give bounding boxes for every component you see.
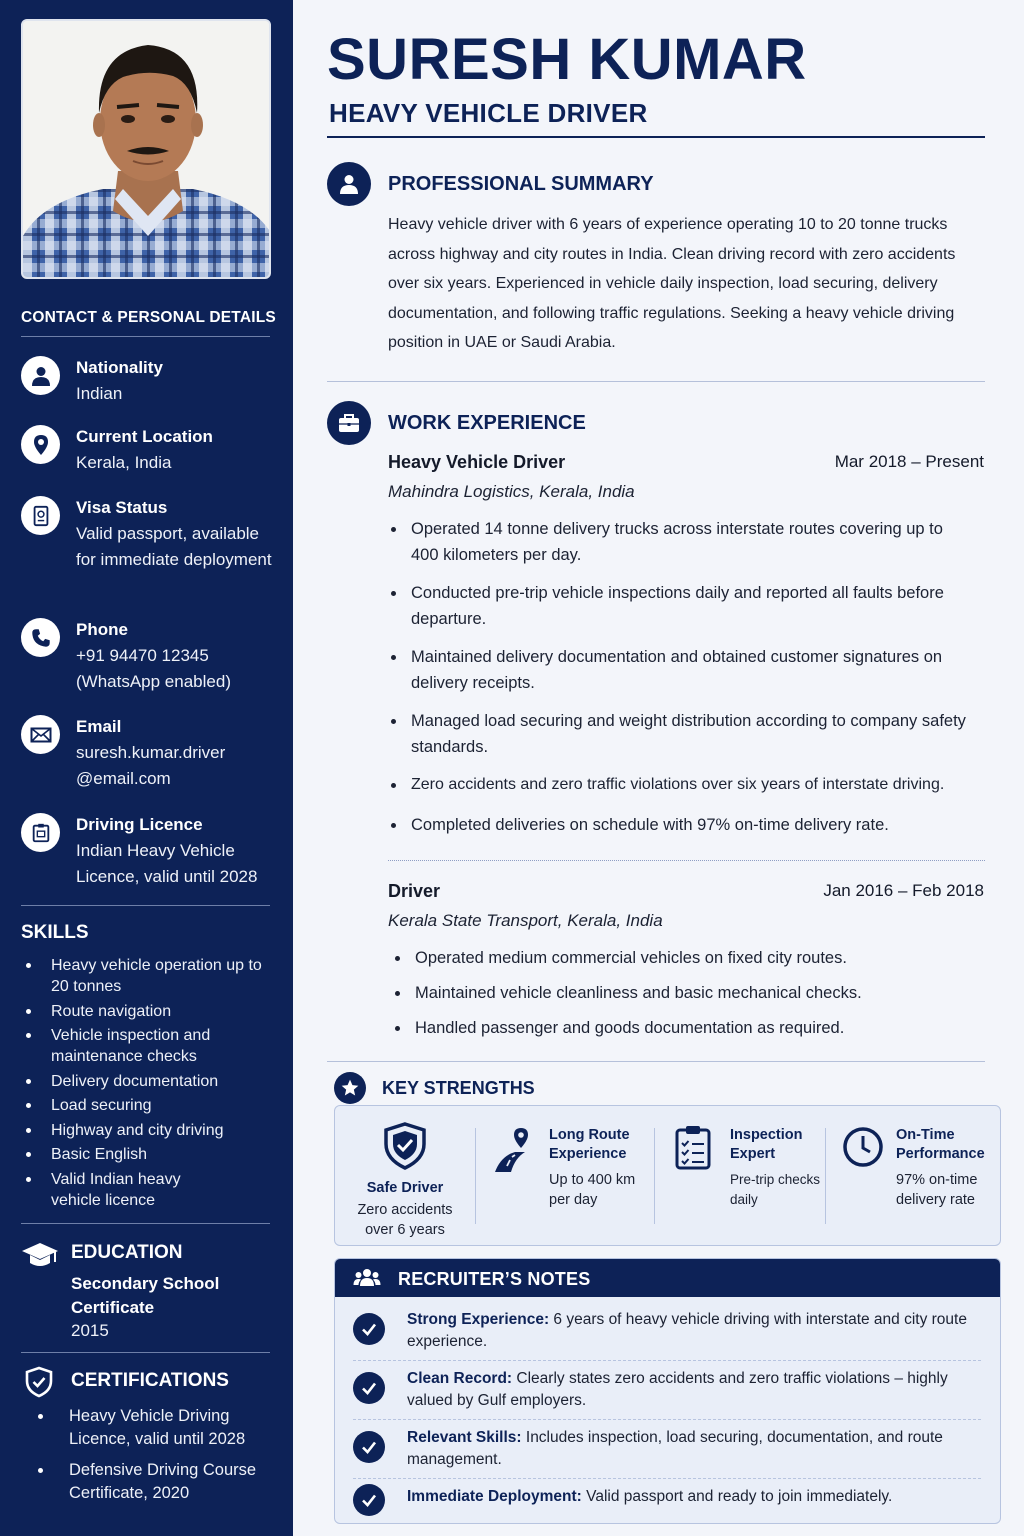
contact-value: Indian <box>76 384 123 403</box>
job-bullet: Maintained vehicle cleanliness and basic mechanical checks. <box>392 980 992 1006</box>
education-year: 2015 <box>71 1321 109 1340</box>
job-bullet: Operated 14 tonne delivery trucks across interstate routes covering up to 400 kilometers per day. <box>388 516 948 568</box>
contact-label: Email <box>76 717 122 736</box>
notes-heading: RECRUITER’S NOTES <box>398 1269 591 1289</box>
note-label: Immediate Deployment: <box>407 1488 582 1505</box>
strengths-heading: KEY STRENGTHS <box>382 1078 535 1098</box>
job-company: Kerala State Transport, Kerala, India <box>388 911 663 930</box>
strength-desc: 97% on-time delivery rate <box>896 1172 978 1208</box>
person-icon <box>327 162 371 206</box>
experience-heading: WORK EXPERIENCE <box>388 412 586 434</box>
contact-licence <box>21 813 281 889</box>
job-bullet: Completed deliveries on schedule with 97% on-time delivery rate. <box>388 812 988 838</box>
graduation-cap-icon <box>21 1240 59 1270</box>
shield-icon <box>24 1366 54 1398</box>
clipboard-check-icon <box>674 1124 712 1175</box>
recruiter-notes-panel <box>334 1258 1001 1524</box>
skill-item: Valid Indian heavy vehicle licence <box>21 1169 201 1211</box>
users-icon <box>353 1267 381 1294</box>
main-content <box>293 0 1024 1536</box>
note-item <box>353 1309 981 1359</box>
contact-value: Kerala, India <box>76 453 172 472</box>
briefcase-icon <box>327 401 371 445</box>
skill-item: Route navigation <box>21 1001 281 1022</box>
strength-long-route <box>476 1106 654 1247</box>
contact-value: suresh.kumar.driver @email.com <box>76 743 226 788</box>
note-label: Strong Experience: <box>407 1311 550 1328</box>
job-bullet: Conducted pre-trip vehicle inspections daily and reported all faults before departure. <box>388 580 948 632</box>
skill-item: Vehicle inspection and maintenance checks <box>21 1025 221 1067</box>
strength-desc: Zero accidents over 6 years <box>357 1202 453 1238</box>
job-bullet: Operated medium commercial vehicles on fixed city routes. <box>392 945 992 971</box>
certifications-heading: CERTIFICATIONS <box>71 1370 229 1391</box>
education-heading: EDUCATION <box>71 1242 183 1263</box>
strength-safe-driver <box>335 1106 475 1247</box>
education-qualification: Secondary School Certificate <box>71 1274 220 1317</box>
contact-visa <box>21 496 281 596</box>
contact-label: Driving Licence <box>76 815 203 834</box>
divider <box>388 860 985 861</box>
divider <box>21 1223 270 1224</box>
divider <box>21 905 270 906</box>
contact-value: Indian Heavy Vehicle Licence, valid until 2028 <box>76 841 258 886</box>
note-item <box>353 1486 981 1522</box>
note-body: Includes inspection, load securing, documentation, and route management. <box>407 1429 943 1468</box>
candidate-title: HEAVY VEHICLE DRIVER <box>329 98 648 128</box>
divider <box>21 1352 270 1353</box>
contact-value: +91 94470 12345 (WhatsApp enabled) <box>76 646 231 691</box>
skill-item: Load securing <box>21 1095 281 1116</box>
divider <box>21 336 270 337</box>
contact-value: Valid passport, available for immediate deployment <box>76 524 272 569</box>
note-body: Clearly states zero accidents and zero traffic violations – highly valued by Gulf employers. <box>407 1370 948 1409</box>
skill-item: Heavy vehicle operation up to 20 tonnes <box>21 955 281 997</box>
strength-title: On-Time Performance <box>896 1127 985 1162</box>
sidebar <box>0 0 293 1536</box>
strength-desc: Pre-trip checks daily <box>730 1172 821 1207</box>
job-company: Mahindra Logistics, Kerala, India <box>388 482 635 501</box>
location-pin-icon <box>21 425 60 464</box>
divider <box>327 381 985 382</box>
divider <box>353 1360 981 1361</box>
strength-title: Long Route Experience <box>549 1127 630 1162</box>
passport-icon <box>21 496 60 535</box>
strength-title: Inspection Expert <box>730 1127 803 1162</box>
person-icon <box>21 356 60 395</box>
strength-on-time <box>826 1106 1001 1247</box>
divider <box>327 1061 985 1062</box>
job-title: Driver <box>388 881 441 901</box>
divider <box>353 1478 981 1479</box>
certification-item: Heavy Vehicle Driving Licence, valid until 2028 <box>36 1405 276 1451</box>
note-body: Valid passport and ready to join immediately. <box>581 1488 893 1505</box>
star-icon <box>334 1072 366 1104</box>
job-bullets <box>388 516 988 838</box>
skill-item: Basic English <box>21 1144 281 1165</box>
candidate-name: SURESH KUMAR <box>327 27 807 92</box>
note-label: Clean Record: <box>407 1370 513 1387</box>
note-item <box>353 1368 981 1418</box>
job-bullet: Zero accidents and zero traffic violations over six years of interstate driving. <box>388 772 998 798</box>
contact-label: Current Location <box>76 427 213 446</box>
note-body: 6 years of heavy vehicle driving with interstate and city route experience. <box>407 1311 967 1350</box>
licence-icon <box>21 813 60 852</box>
note-text <box>407 1486 967 1508</box>
notes-header <box>335 1259 1001 1297</box>
strengths-panel <box>334 1105 1001 1246</box>
contact-phone <box>21 618 281 694</box>
divider <box>327 136 985 138</box>
contact-label: Phone <box>76 620 128 639</box>
note-text <box>407 1309 967 1353</box>
profile-photo <box>21 19 271 279</box>
job-bullet: Maintained delivery documentation and obtained customer signatures on delivery receipts. <box>388 644 968 696</box>
summary-heading: PROFESSIONAL SUMMARY <box>388 173 654 195</box>
note-label: Relevant Skills: <box>407 1429 522 1446</box>
contact-location <box>21 425 281 477</box>
contact-label: Visa Status <box>76 498 168 517</box>
contact-email <box>21 715 281 791</box>
job-title: Heavy Vehicle Driver <box>388 452 566 472</box>
certifications-list <box>36 1405 276 1513</box>
checkmark-icon <box>353 1313 385 1345</box>
contact-nationality <box>21 356 281 408</box>
phone-icon <box>21 618 60 657</box>
summary-text: Heavy vehicle driver with 6 years of experience operating 10 to 20 tonne trucks across highway and city routes in India. Clean driving record with zero accidents over six years. Experienced in vehicle daily inspection, load securing, delivery documentation, and following traffic regulations. Seeking a heavy vehicle driving position in UAE or Saudi Arabia. <box>388 216 956 351</box>
note-text <box>407 1427 967 1471</box>
skill-item: Delivery documentation <box>21 1071 281 1092</box>
job-bullet: Managed load securing and weight distribution according to company safety standards. <box>388 708 968 760</box>
skills-list <box>21 955 281 1214</box>
skill-item: Highway and city driving <box>21 1120 281 1141</box>
checkmark-icon <box>353 1372 385 1404</box>
strength-desc: Up to 400 km per day <box>549 1172 636 1208</box>
strength-title: Safe Driver <box>366 1180 444 1196</box>
clock-icon <box>842 1126 884 1173</box>
note-item <box>353 1427 981 1477</box>
contact-label: Nationality <box>76 358 163 377</box>
contact-heading: CONTACT & PERSONAL DETAILS <box>21 309 276 326</box>
job-dates: Mar 2018 – Present <box>834 452 984 471</box>
road-pin-icon <box>491 1126 533 1179</box>
certification-item: Defensive Driving Course Certificate, 2020 <box>36 1459 276 1505</box>
divider <box>353 1419 981 1420</box>
job-bullets <box>392 945 992 1041</box>
job-bullet: Handled passenger and goods documentation as required. <box>392 1015 992 1041</box>
checkmark-icon <box>353 1431 385 1463</box>
checkmark-icon <box>353 1484 385 1516</box>
note-text <box>407 1368 967 1412</box>
strength-inspection <box>655 1106 825 1247</box>
skills-heading: SKILLS <box>21 922 89 943</box>
job-dates: Jan 2016 – Feb 2018 <box>823 881 984 900</box>
shield-check-icon <box>382 1121 428 1176</box>
envelope-icon <box>21 715 60 754</box>
